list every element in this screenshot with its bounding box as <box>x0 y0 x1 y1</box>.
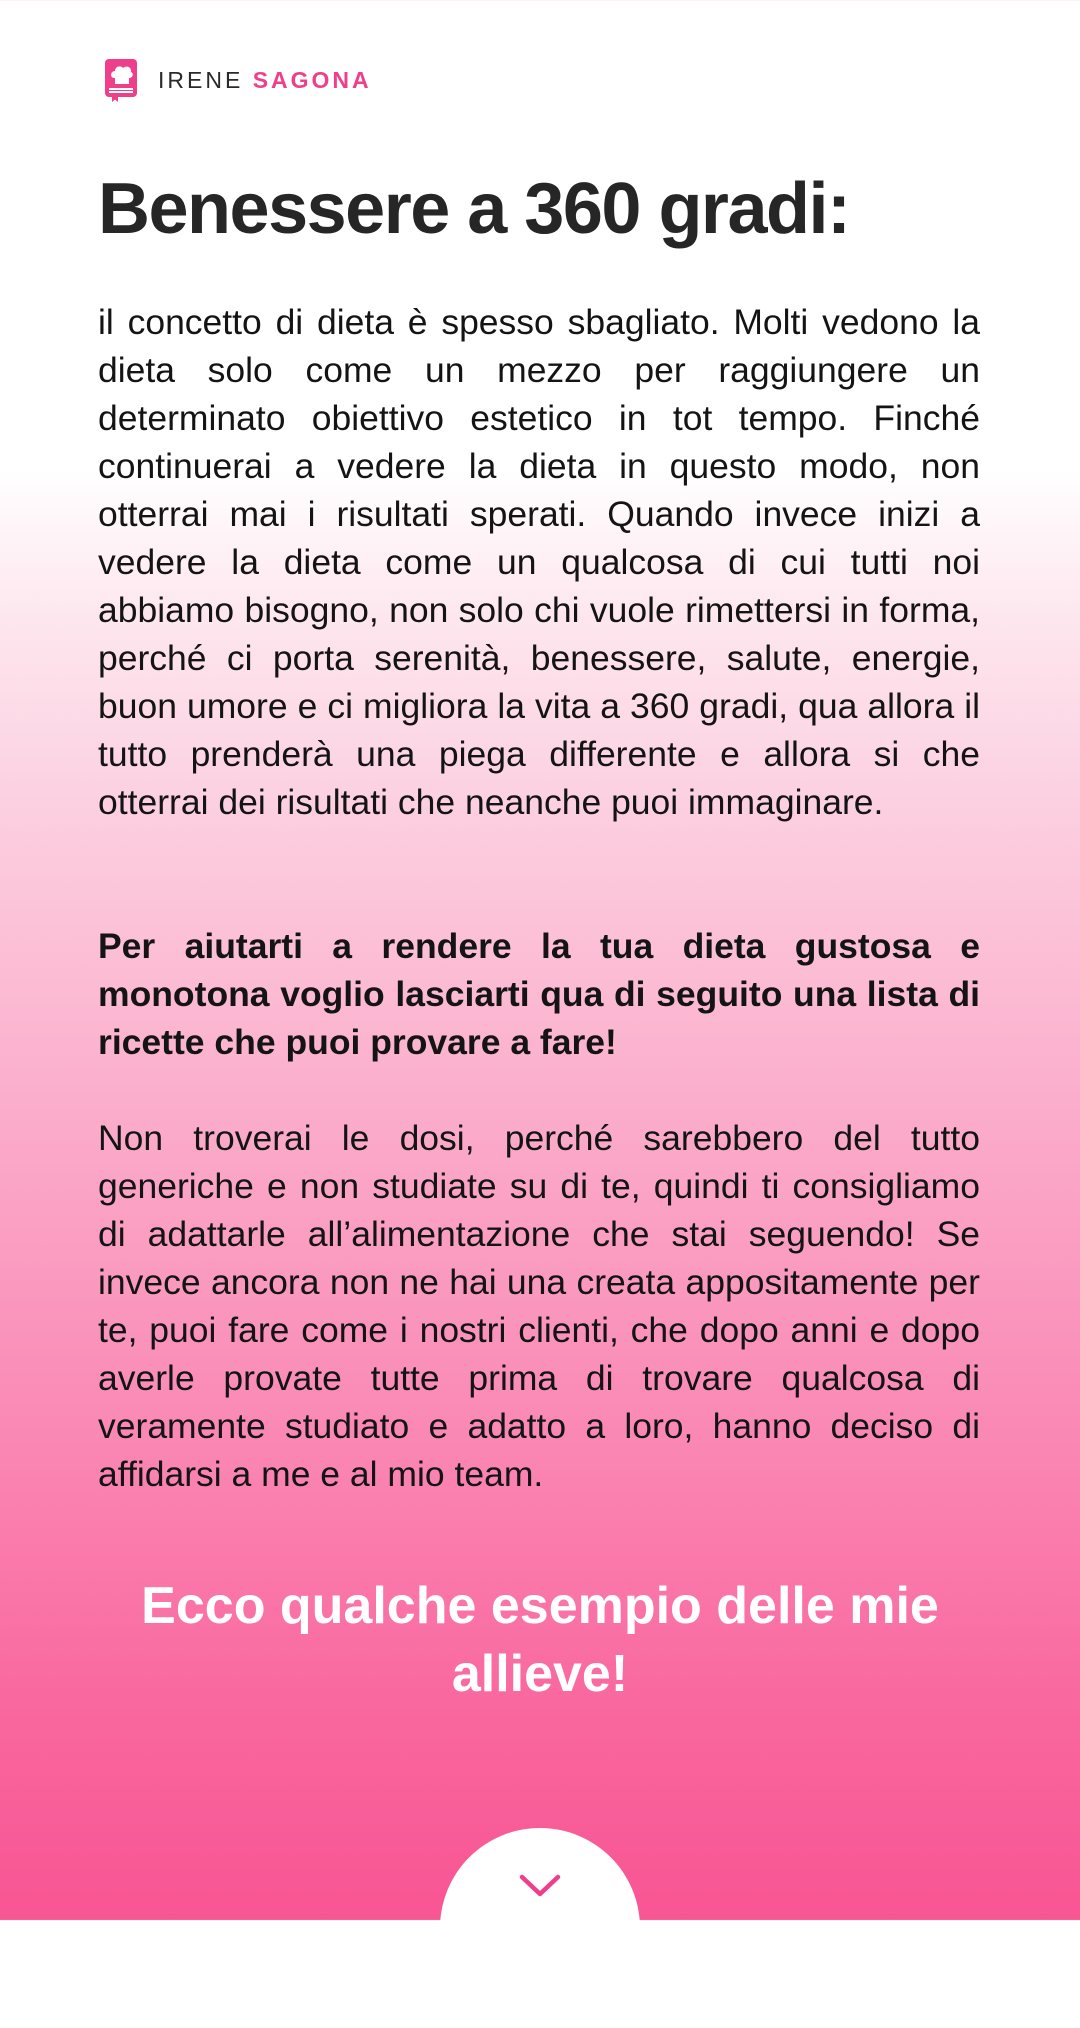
testimonials-heading: Ecco qualche esempio delle mie allieve! <box>141 1577 939 1703</box>
chef-hat-book-icon <box>104 58 138 102</box>
brand-name-last: SAGONA <box>252 66 372 93</box>
page-title: Benessere a 360 gradi: <box>98 169 850 249</box>
brand-logo[interactable] <box>104 58 372 102</box>
brand-name <box>158 67 372 94</box>
highlight-paragraph: Per aiutarti a rendere la tua dieta gustosa e monotona voglio lasciarti qua di seguito una lista di ricette che puoi provare a fare! <box>98 926 980 1062</box>
scroll-down-button[interactable] <box>440 1828 640 2028</box>
doses-paragraph: Non troverai le dosi, perché sarebbero del tutto generiche e non studiate su di te, quindi ti consigliamo di adattarle all’alimentazione che stai seguendo! Se invece ancora non ne hai una creata appositamente per te, puoi fare come i nostri clienti, che dopo anni e dopo averle provate tutte prima di trovare qualcosa di veramente studiato e adatto a loro, hanno deciso di affidarsi a me e al mio team. <box>98 1118 980 1494</box>
chevron-down-icon <box>518 1872 562 1900</box>
intro-paragraph: il concetto di dieta è spesso sbagliato. Molti vedono la dieta solo come un mezzo per raggiungere un determinato obiettivo estetico in tot tempo. Finché continuerai a vedere la dieta in questo modo, non otterrai mai i risultati sperati. Quando invece inizi a vedere la dieta come un qualcosa di cui tutti noi abbiamo bisogno, non solo chi vuole rimettersi in forma, perché ci porta serenità, benessere, salute, energie, buon umore e ci migliora la vita a 360 gradi, qua allora il tutto prenderà una piega differente e allora si che otterrai dei risultati che neanche puoi immaginare. <box>98 302 980 822</box>
brand-name-first: IRENE <box>158 66 244 93</box>
